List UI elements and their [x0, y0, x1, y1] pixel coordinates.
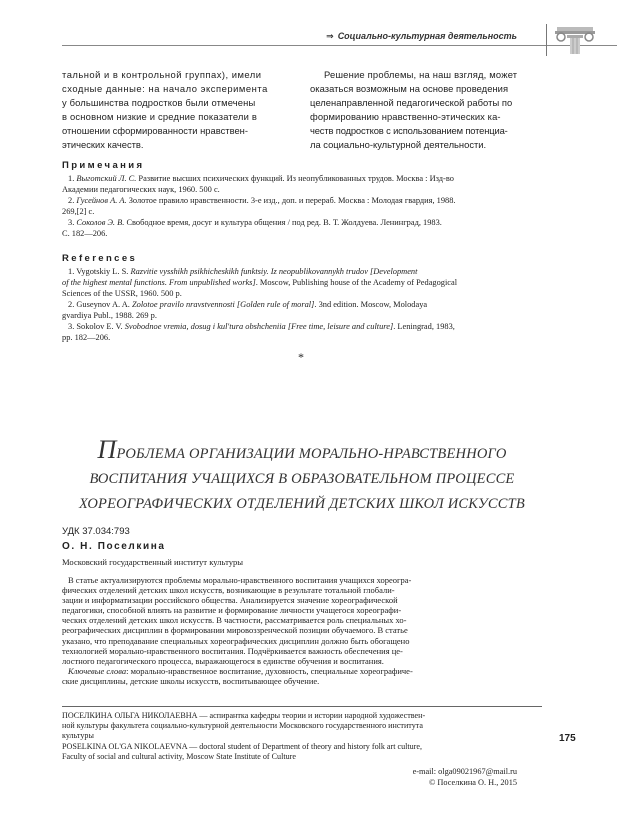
reference-item	[62, 266, 457, 277]
reference-line	[62, 277, 457, 288]
text-line: целенаправленной педагогической работы по	[310, 97, 513, 108]
reference-title-cont: of the highest mental functions. From unpublished works]	[62, 278, 256, 287]
reference-item	[62, 299, 457, 310]
keywords-label: Ключевые слова	[68, 665, 127, 676]
left-column-text	[62, 68, 298, 152]
reference-title: Zolotoe pravilo nravstvennosti [Golden rule of moral]	[131, 300, 315, 309]
text-line: сходные данные: на начало эксперимента	[62, 83, 268, 94]
copyright: © Поселкина О. Н., 2015	[429, 777, 517, 787]
section-separator: *	[298, 350, 304, 364]
article-title-line: ВОСПИТАНИЯ УЧАЩИХСЯ В ОБРАЗОВАТЕЛЬНОМ ПРОЦЕССЕ	[89, 471, 515, 487]
reference-number: 1.	[68, 267, 75, 276]
article-title-line: ПРОБЛЕМА ОРГАНИЗАЦИИ МОРАЛЬНО-НРАВСТВЕННОГО	[97, 435, 507, 464]
abstract-line: указано, что преподавание специальных хореографических дисциплин должно быть обогащено	[62, 635, 410, 646]
arrow-icon: ⇒	[326, 31, 334, 41]
contact-block	[413, 767, 517, 788]
references-list	[62, 266, 457, 343]
text-line: отношении сформированности нравствен-	[62, 125, 248, 136]
article-title	[62, 435, 542, 517]
footer-rule	[62, 706, 542, 707]
abstract-line: ческих отделений детских школ искусств. В частности, рассматривается роль специальных хо-	[62, 615, 407, 626]
note-text-cont: 269,[2] с.	[62, 207, 95, 216]
notes-heading: Примечания	[62, 160, 145, 171]
abstract-line: педагогики, способной влиять на развитие и формирование личности учащегося хореографи-	[62, 605, 402, 616]
text-line: формированию нравственно-этических ка-	[310, 111, 501, 122]
references-heading: References	[62, 253, 138, 264]
text-line: у большинства подростков были отмечены	[62, 97, 256, 108]
note-text: Свободное время, досуг и культура общения / под ред. В. Т. Жолдуева. Ленинград, 1983.	[126, 218, 442, 227]
author-info-en-line: POSELKINA OL'GA NIKOLAEVNA — doctoral student of Department of theory and history folk art culture,	[62, 742, 422, 751]
text-line: оказаться возможным на основе проведения	[310, 83, 509, 94]
keywords-text: : морально-нравственное воспитание, духовность, специальные хореографиче-	[126, 665, 413, 676]
drop-initial: П	[97, 435, 117, 464]
author-info-ru-line: ПОСЕЛКИНА ОЛЬГА НИКОЛАЕВНА — аспирантка кафедры теории и истории народной художествен-	[62, 711, 426, 720]
author-email[interactable]: e-mail: olga09021967@mail.ru	[412, 767, 517, 776]
abstract-line: технологией морально-нравственного воспитания. Подчёркивается важность обеспечения це-	[62, 645, 403, 656]
reference-text: . Leningrad, 1983,	[393, 322, 455, 331]
note-text-cont: Академии педагогических наук, 1960. 500 с.	[62, 185, 220, 194]
note-author: Соколов Э. В.	[76, 218, 125, 227]
reference-item	[62, 321, 457, 332]
reference-author: Guseynov A. A.	[76, 300, 130, 309]
text-line: в основном низкие и средние показатели в	[62, 111, 258, 122]
column-capital-icon	[553, 24, 597, 54]
abstract-line: В статье актуализируются проблемы морально-нравственного воспитания учащихся хореогра-	[68, 575, 412, 585]
article-abstract	[62, 575, 542, 686]
right-column-text	[310, 68, 542, 152]
reference-author: Sokolov E. V.	[76, 322, 123, 331]
note-author: Гусейнов А. А.	[76, 196, 127, 205]
article-author: О. Н. Поселкина	[62, 541, 166, 552]
note-item	[62, 195, 456, 206]
page-number: 175	[559, 733, 576, 744]
abstract-line: зации и информатизации российского общества. Анализируется значение хореографической	[62, 595, 398, 606]
udk-code: УДК 37.034:793	[62, 526, 130, 537]
notes-list	[62, 173, 456, 239]
reference-author: Vygotskiy L. S.	[76, 267, 129, 276]
section-title: Социально-культурная деятельность	[337, 31, 517, 41]
text-line: тальной и в контрольной группах), имели	[62, 69, 262, 80]
author-info-ru-line: культуры	[62, 731, 94, 740]
reference-text-cont: Sciences of the USSR, 1960. 500 p.	[62, 289, 182, 298]
author-info-en-line: Faculty of social and cultural activity, Moscow State Institute of Culture	[62, 752, 296, 761]
author-info	[62, 711, 542, 762]
abstract-line: фических отделений детских школ искусств, возникающие в результате тотальной глобали-	[62, 585, 395, 596]
reference-text: . Moscow, Publishing house of the Academy of Pedagogical	[255, 278, 458, 287]
abstract-line: лостного педагогического процесса, выражающегося в единстве обучения и воспитания.	[62, 655, 384, 666]
reference-title: Razvitie vysshikh psikhicheskikh funktsiy. Iz neopublikovannykh trudov [Development	[130, 267, 418, 276]
reference-number: 3.	[68, 322, 75, 331]
author-affiliation: Московский государственный институт культуры	[62, 557, 244, 567]
reference-text-cont: pp. 182—206.	[62, 333, 111, 342]
note-number: 2.	[68, 196, 75, 205]
note-text-cont: С. 182—206.	[62, 229, 108, 238]
text-line: честв подростков с использованием потенциа-	[310, 125, 508, 136]
running-header	[326, 31, 517, 42]
journal-logo	[546, 24, 603, 56]
keywords-line	[62, 666, 542, 676]
article-title-line: ХОРЕОГРАФИЧЕСКИХ ОТДЕЛЕНИЙ ДЕТСКИХ ШКОЛ ИСКУССТВ	[79, 496, 525, 512]
note-text: Золотое правило нравственности. 3-е изд., доп. и перераб. Москва : Молодая гвардия, 1988.	[128, 196, 456, 205]
note-number: 1.	[68, 174, 75, 183]
reference-text-cont: gvardiya Publ., 1988. 269 p.	[62, 311, 157, 320]
keywords-line: ские дисциплины, детские школы искусств, воспитывающее обучение.	[62, 675, 320, 686]
note-item	[62, 217, 456, 228]
text-line: ла социально-культурной деятельности.	[310, 139, 487, 150]
reference-title: Svobodnoe vremia, dosug i kul'tura obshcheniia [Free time, leisure and culture]	[124, 322, 394, 331]
text-line: Решение проблемы, на наш взгляд, может	[324, 69, 518, 80]
abstract-line: реографических дисциплин в формировании мировоззренческой позиции обучаемого. В статье	[62, 625, 408, 636]
author-info-ru-line: ной культуры факультета социально-культурной деятельности Московского государственного института	[62, 721, 424, 730]
note-number: 3.	[68, 218, 75, 227]
note-text: Развитие высших психических функций. Из неопубликованных трудов. Москва : Изд-во	[138, 174, 454, 183]
header-rule	[62, 45, 542, 46]
reference-text: . 3nd edition. Moscow, Molodaya	[314, 300, 428, 309]
reference-number: 2.	[68, 300, 75, 309]
note-author: Выготский Л. С.	[76, 174, 137, 183]
text-line: этических качеств.	[62, 139, 144, 150]
note-item	[62, 173, 456, 184]
